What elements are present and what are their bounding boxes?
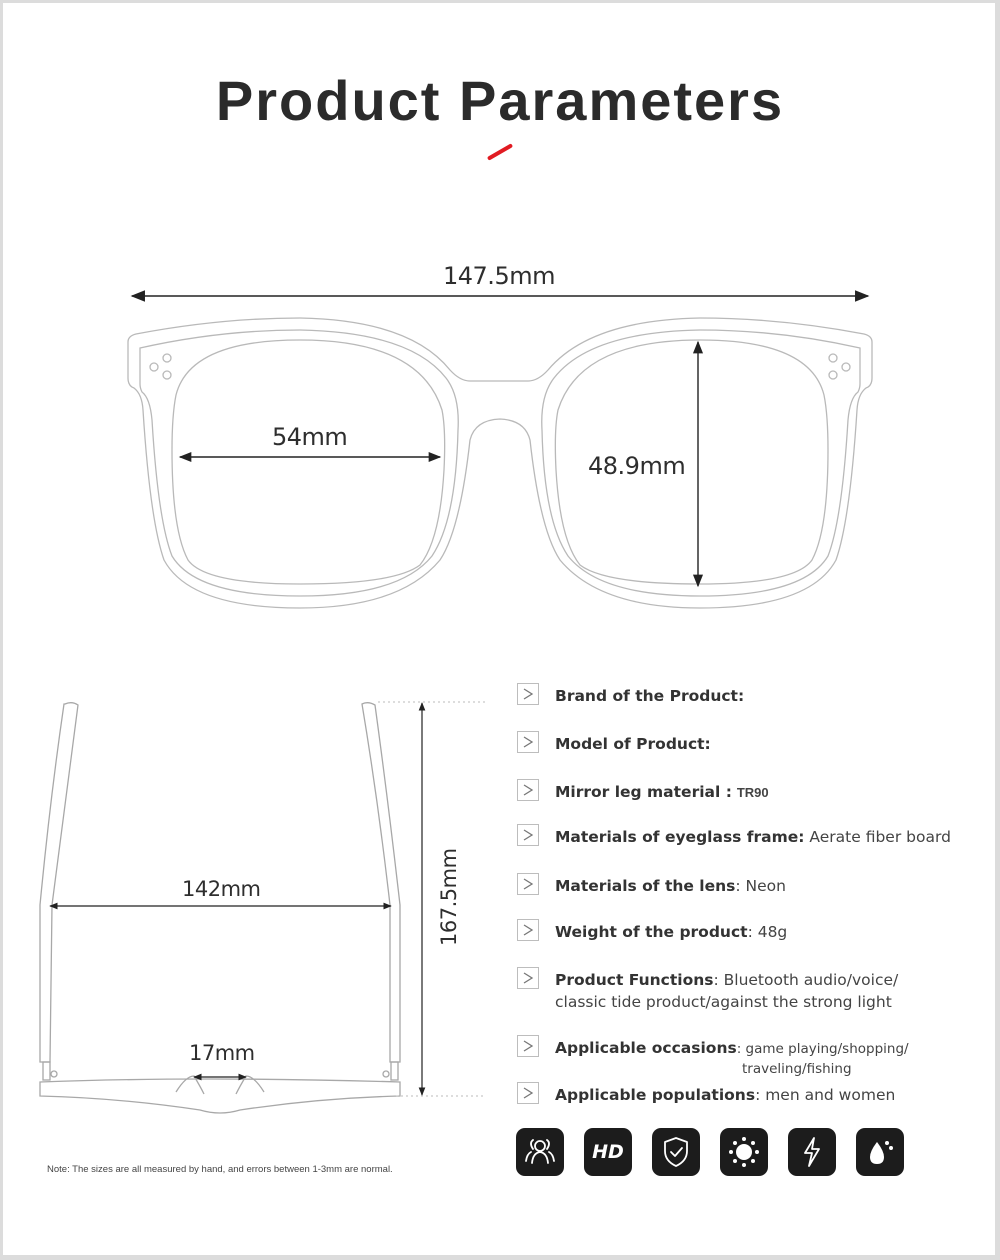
spec-label: Model of Product:	[555, 735, 711, 753]
spec-functions	[517, 969, 898, 1013]
spec-label: Applicable populations	[555, 1086, 756, 1104]
chevron-right-icon	[517, 683, 539, 705]
spec-value: : Bluetooth audio/voice/	[713, 971, 899, 989]
chevron-right-icon	[517, 919, 539, 941]
chevron-right-icon	[517, 873, 539, 895]
spec-value: TR90	[736, 785, 769, 800]
spec-value: : men and women	[755, 1086, 896, 1104]
page-title: Product Parameters	[215, 69, 785, 132]
chevron-right-icon	[517, 731, 539, 753]
temple-length-label: 167.5mm	[437, 848, 461, 946]
chevron-right-icon	[517, 779, 539, 801]
shield-check-icon	[652, 1128, 700, 1176]
chevron-right-icon	[517, 824, 539, 846]
spec-label: Weight of the product	[555, 923, 748, 941]
spec-value-line2: classic tide product/against the strong light	[555, 993, 892, 1011]
spec-label: Mirror leg material :	[555, 783, 732, 801]
sun-icon	[720, 1128, 768, 1176]
spec-label: Materials of eyeglass frame:	[555, 828, 805, 846]
lens-height-label: 48.9mm	[588, 452, 686, 480]
chevron-right-icon	[517, 1082, 539, 1104]
spec-populations	[517, 1084, 895, 1106]
spec-label: Product Functions	[555, 971, 714, 989]
spec-label: Materials of the lens	[555, 877, 736, 895]
spec-weight	[517, 921, 787, 943]
spec-lens-material	[517, 875, 786, 897]
spec-label: Brand of the Product:	[555, 687, 745, 705]
water-drop-icon	[856, 1128, 904, 1176]
people-icon	[516, 1128, 564, 1176]
hd-icon: HD	[584, 1128, 632, 1176]
spec-label: Applicable occasions	[555, 1039, 737, 1057]
lens-width-label: 54mm	[272, 423, 348, 451]
total-width-label: 147.5mm	[443, 262, 555, 290]
bridge-width-label: 17mm	[189, 1041, 255, 1065]
chevron-right-icon	[517, 967, 539, 989]
lightning-icon	[788, 1128, 836, 1176]
spec-occasions	[517, 1037, 909, 1078]
spec-value: : Neon	[735, 877, 786, 895]
measurement-note: Note: The sizes are all measured by hand, and errors between 1-3mm are normal.	[47, 1164, 393, 1175]
feature-icons	[516, 1128, 904, 1176]
chevron-right-icon	[517, 1035, 539, 1057]
spec-value: : game playing/shopping/	[736, 1041, 909, 1057]
temple-width-label: 142mm	[182, 877, 261, 901]
spec-value: : 48g	[747, 923, 788, 941]
spec-model	[517, 733, 711, 755]
spec-frame-material	[517, 826, 951, 848]
spec-value-line2: traveling/fishing	[742, 1061, 852, 1077]
spec-mirror-leg-material	[517, 781, 769, 804]
spec-value: Aerate fiber board	[804, 828, 951, 846]
spec-brand	[517, 685, 744, 707]
